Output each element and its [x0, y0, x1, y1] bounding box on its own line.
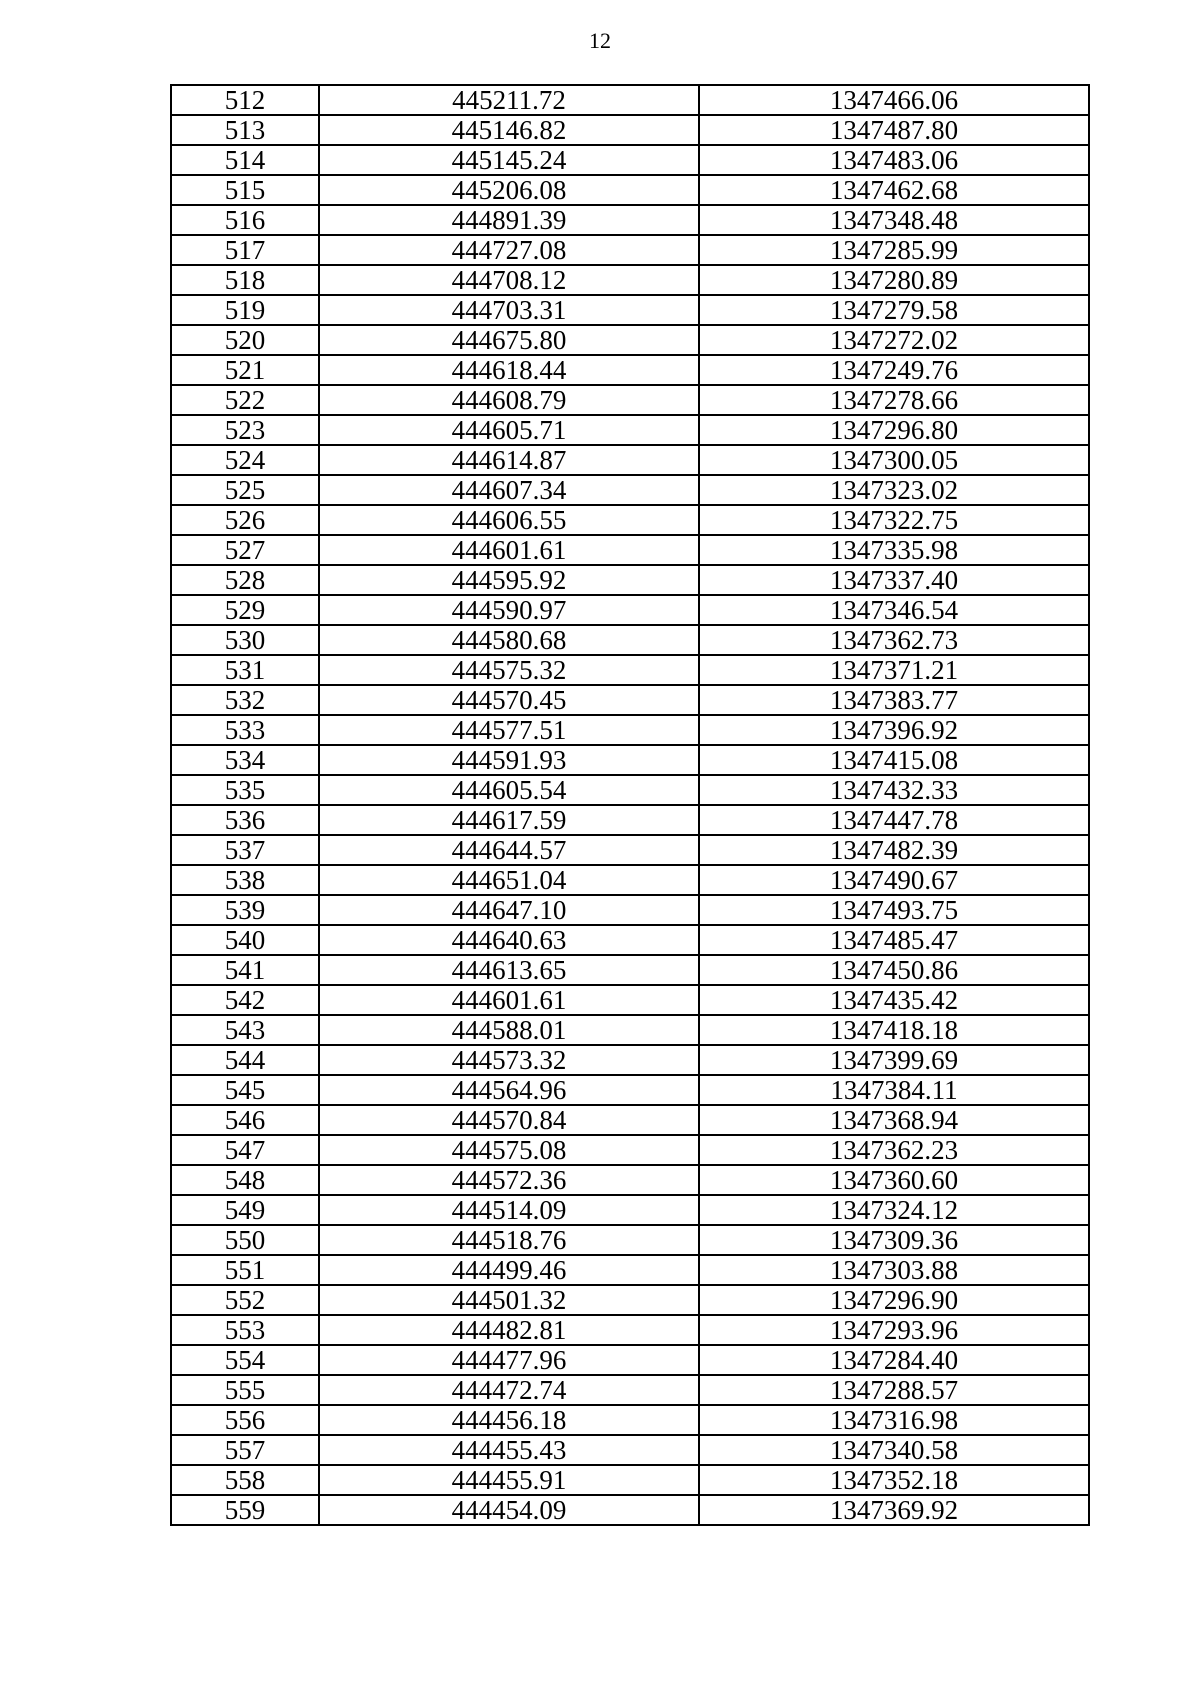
table-row	[171, 865, 1089, 895]
x-coordinate-cell: 445211.72	[319, 85, 699, 115]
y-coordinate-cell: 1347303.88	[699, 1255, 1089, 1285]
point-number-cell: 512	[171, 85, 319, 115]
y-coordinate-cell: 1347335.98	[699, 535, 1089, 565]
coordinates-table	[170, 84, 1090, 1526]
point-number-cell: 518	[171, 265, 319, 295]
y-coordinate-cell: 1347384.11	[699, 1075, 1089, 1105]
point-number-cell: 533	[171, 715, 319, 745]
y-coordinate-cell: 1347399.69	[699, 1045, 1089, 1075]
y-coordinate-cell: 1347348.48	[699, 205, 1089, 235]
table-row	[171, 1375, 1089, 1405]
table-row	[171, 205, 1089, 235]
table-row	[171, 415, 1089, 445]
point-number-cell: 555	[171, 1375, 319, 1405]
y-coordinate-cell: 1347322.75	[699, 505, 1089, 535]
point-number-cell: 537	[171, 835, 319, 865]
x-coordinate-cell: 444570.84	[319, 1105, 699, 1135]
y-coordinate-cell: 1347466.06	[699, 85, 1089, 115]
y-coordinate-cell: 1347371.21	[699, 655, 1089, 685]
y-coordinate-cell: 1347483.06	[699, 145, 1089, 175]
point-number-cell: 531	[171, 655, 319, 685]
point-number-cell: 524	[171, 445, 319, 475]
point-number-cell: 542	[171, 985, 319, 1015]
x-coordinate-cell: 444454.09	[319, 1495, 699, 1525]
table-row	[171, 925, 1089, 955]
x-coordinate-cell: 445145.24	[319, 145, 699, 175]
point-number-cell: 538	[171, 865, 319, 895]
x-coordinate-cell: 444456.18	[319, 1405, 699, 1435]
table-row	[171, 745, 1089, 775]
y-coordinate-cell: 1347450.86	[699, 955, 1089, 985]
table-row	[171, 325, 1089, 355]
y-coordinate-cell: 1347346.54	[699, 595, 1089, 625]
x-coordinate-cell: 444595.92	[319, 565, 699, 595]
table-row	[171, 295, 1089, 325]
table-row	[171, 505, 1089, 535]
table-row	[171, 85, 1089, 115]
point-number-cell: 514	[171, 145, 319, 175]
point-number-cell: 553	[171, 1315, 319, 1345]
x-coordinate-cell: 444675.80	[319, 325, 699, 355]
table-row	[171, 535, 1089, 565]
point-number-cell: 551	[171, 1255, 319, 1285]
point-number-cell: 557	[171, 1435, 319, 1465]
x-coordinate-cell: 444613.65	[319, 955, 699, 985]
point-number-cell: 543	[171, 1015, 319, 1045]
y-coordinate-cell: 1347284.40	[699, 1345, 1089, 1375]
table-row	[171, 985, 1089, 1015]
point-number-cell: 517	[171, 235, 319, 265]
y-coordinate-cell: 1347324.12	[699, 1195, 1089, 1225]
y-coordinate-cell: 1347309.36	[699, 1225, 1089, 1255]
table-row	[171, 1015, 1089, 1045]
y-coordinate-cell: 1347272.02	[699, 325, 1089, 355]
y-coordinate-cell: 1347487.80	[699, 115, 1089, 145]
x-coordinate-cell: 444644.57	[319, 835, 699, 865]
y-coordinate-cell: 1347279.58	[699, 295, 1089, 325]
point-number-cell: 546	[171, 1105, 319, 1135]
x-coordinate-cell: 444601.61	[319, 535, 699, 565]
x-coordinate-cell: 444575.08	[319, 1135, 699, 1165]
point-number-cell: 521	[171, 355, 319, 385]
table-row	[171, 145, 1089, 175]
point-number-cell: 526	[171, 505, 319, 535]
y-coordinate-cell: 1347352.18	[699, 1465, 1089, 1495]
x-coordinate-cell: 444651.04	[319, 865, 699, 895]
point-number-cell: 539	[171, 895, 319, 925]
x-coordinate-cell: 444477.96	[319, 1345, 699, 1375]
y-coordinate-cell: 1347249.76	[699, 355, 1089, 385]
y-coordinate-cell: 1347296.80	[699, 415, 1089, 445]
x-coordinate-cell: 445146.82	[319, 115, 699, 145]
table-row	[171, 1105, 1089, 1135]
y-coordinate-cell: 1347482.39	[699, 835, 1089, 865]
x-coordinate-cell: 444573.32	[319, 1045, 699, 1075]
x-coordinate-cell: 444708.12	[319, 265, 699, 295]
x-coordinate-cell: 444588.01	[319, 1015, 699, 1045]
y-coordinate-cell: 1347340.58	[699, 1435, 1089, 1465]
point-number-cell: 536	[171, 805, 319, 835]
table-row	[171, 1465, 1089, 1495]
coordinates-table-body	[171, 85, 1089, 1525]
point-number-cell: 559	[171, 1495, 319, 1525]
table-row	[171, 1315, 1089, 1345]
x-coordinate-cell: 444575.32	[319, 655, 699, 685]
y-coordinate-cell: 1347337.40	[699, 565, 1089, 595]
table-row	[171, 1075, 1089, 1105]
point-number-cell: 519	[171, 295, 319, 325]
x-coordinate-cell: 444614.87	[319, 445, 699, 475]
table-row	[171, 475, 1089, 505]
table-row	[171, 175, 1089, 205]
table-row	[171, 565, 1089, 595]
point-number-cell: 534	[171, 745, 319, 775]
x-coordinate-cell: 444601.61	[319, 985, 699, 1015]
point-number-cell: 541	[171, 955, 319, 985]
x-coordinate-cell: 444570.45	[319, 685, 699, 715]
y-coordinate-cell: 1347435.42	[699, 985, 1089, 1015]
x-coordinate-cell: 444640.63	[319, 925, 699, 955]
y-coordinate-cell: 1347485.47	[699, 925, 1089, 955]
y-coordinate-cell: 1347396.92	[699, 715, 1089, 745]
x-coordinate-cell: 444891.39	[319, 205, 699, 235]
x-coordinate-cell: 444472.74	[319, 1375, 699, 1405]
table-row	[171, 1345, 1089, 1375]
x-coordinate-cell: 444591.93	[319, 745, 699, 775]
point-number-cell: 556	[171, 1405, 319, 1435]
x-coordinate-cell: 444618.44	[319, 355, 699, 385]
x-coordinate-cell: 444605.54	[319, 775, 699, 805]
point-number-cell: 529	[171, 595, 319, 625]
x-coordinate-cell: 444580.68	[319, 625, 699, 655]
x-coordinate-cell: 444514.09	[319, 1195, 699, 1225]
y-coordinate-cell: 1347493.75	[699, 895, 1089, 925]
point-number-cell: 515	[171, 175, 319, 205]
x-coordinate-cell: 444605.71	[319, 415, 699, 445]
y-coordinate-cell: 1347296.90	[699, 1285, 1089, 1315]
table-row	[171, 655, 1089, 685]
table-row	[171, 1165, 1089, 1195]
point-number-cell: 535	[171, 775, 319, 805]
y-coordinate-cell: 1347447.78	[699, 805, 1089, 835]
table-row	[171, 625, 1089, 655]
point-number-cell: 520	[171, 325, 319, 355]
x-coordinate-cell: 444617.59	[319, 805, 699, 835]
table-row	[171, 595, 1089, 625]
point-number-cell: 523	[171, 415, 319, 445]
y-coordinate-cell: 1347300.05	[699, 445, 1089, 475]
table-row	[171, 805, 1089, 835]
x-coordinate-cell: 444647.10	[319, 895, 699, 925]
point-number-cell: 532	[171, 685, 319, 715]
x-coordinate-cell: 445206.08	[319, 175, 699, 205]
y-coordinate-cell: 1347360.60	[699, 1165, 1089, 1195]
page-number: 12	[589, 28, 611, 53]
x-coordinate-cell: 444608.79	[319, 385, 699, 415]
point-number-cell: 513	[171, 115, 319, 145]
point-number-cell: 545	[171, 1075, 319, 1105]
x-coordinate-cell: 444455.91	[319, 1465, 699, 1495]
y-coordinate-cell: 1347415.08	[699, 745, 1089, 775]
y-coordinate-cell: 1347278.66	[699, 385, 1089, 415]
x-coordinate-cell: 444518.76	[319, 1225, 699, 1255]
table-row	[171, 715, 1089, 745]
point-number-cell: 550	[171, 1225, 319, 1255]
x-coordinate-cell: 444455.43	[319, 1435, 699, 1465]
table-row	[171, 1285, 1089, 1315]
y-coordinate-cell: 1347383.77	[699, 685, 1089, 715]
y-coordinate-cell: 1347432.33	[699, 775, 1089, 805]
table-row	[171, 1135, 1089, 1165]
y-coordinate-cell: 1347285.99	[699, 235, 1089, 265]
y-coordinate-cell: 1347362.73	[699, 625, 1089, 655]
point-number-cell: 554	[171, 1345, 319, 1375]
table-row	[171, 775, 1089, 805]
table-row	[171, 1405, 1089, 1435]
point-number-cell: 547	[171, 1135, 319, 1165]
y-coordinate-cell: 1347462.68	[699, 175, 1089, 205]
point-number-cell: 552	[171, 1285, 319, 1315]
table-row	[171, 895, 1089, 925]
table-row	[171, 835, 1089, 865]
y-coordinate-cell: 1347362.23	[699, 1135, 1089, 1165]
point-number-cell: 540	[171, 925, 319, 955]
table-row	[171, 1435, 1089, 1465]
table-row	[171, 115, 1089, 145]
y-coordinate-cell: 1347490.67	[699, 865, 1089, 895]
point-number-cell: 530	[171, 625, 319, 655]
x-coordinate-cell: 444572.36	[319, 1165, 699, 1195]
x-coordinate-cell: 444606.55	[319, 505, 699, 535]
point-number-cell: 548	[171, 1165, 319, 1195]
x-coordinate-cell: 444499.46	[319, 1255, 699, 1285]
table-row	[171, 1045, 1089, 1075]
point-number-cell: 516	[171, 205, 319, 235]
x-coordinate-cell: 444590.97	[319, 595, 699, 625]
point-number-cell: 549	[171, 1195, 319, 1225]
table-row	[171, 355, 1089, 385]
x-coordinate-cell: 444482.81	[319, 1315, 699, 1345]
table-row	[171, 1255, 1089, 1285]
table-row	[171, 685, 1089, 715]
table-row	[171, 445, 1089, 475]
point-number-cell: 525	[171, 475, 319, 505]
point-number-cell: 527	[171, 535, 319, 565]
x-coordinate-cell: 444577.51	[319, 715, 699, 745]
x-coordinate-cell: 444501.32	[319, 1285, 699, 1315]
point-number-cell: 544	[171, 1045, 319, 1075]
x-coordinate-cell: 444607.34	[319, 475, 699, 505]
x-coordinate-cell: 444564.96	[319, 1075, 699, 1105]
table-row	[171, 1225, 1089, 1255]
table-row	[171, 235, 1089, 265]
x-coordinate-cell: 444727.08	[319, 235, 699, 265]
table-row	[171, 385, 1089, 415]
y-coordinate-cell: 1347293.96	[699, 1315, 1089, 1345]
y-coordinate-cell: 1347369.92	[699, 1495, 1089, 1525]
y-coordinate-cell: 1347288.57	[699, 1375, 1089, 1405]
point-number-cell: 528	[171, 565, 319, 595]
y-coordinate-cell: 1347368.94	[699, 1105, 1089, 1135]
point-number-cell: 558	[171, 1465, 319, 1495]
point-number-cell: 522	[171, 385, 319, 415]
y-coordinate-cell: 1347418.18	[699, 1015, 1089, 1045]
table-row	[171, 1195, 1089, 1225]
y-coordinate-cell: 1347323.02	[699, 475, 1089, 505]
y-coordinate-cell: 1347280.89	[699, 265, 1089, 295]
table-row	[171, 955, 1089, 985]
x-coordinate-cell: 444703.31	[319, 295, 699, 325]
table-row	[171, 1495, 1089, 1525]
y-coordinate-cell: 1347316.98	[699, 1405, 1089, 1435]
table-row	[171, 265, 1089, 295]
